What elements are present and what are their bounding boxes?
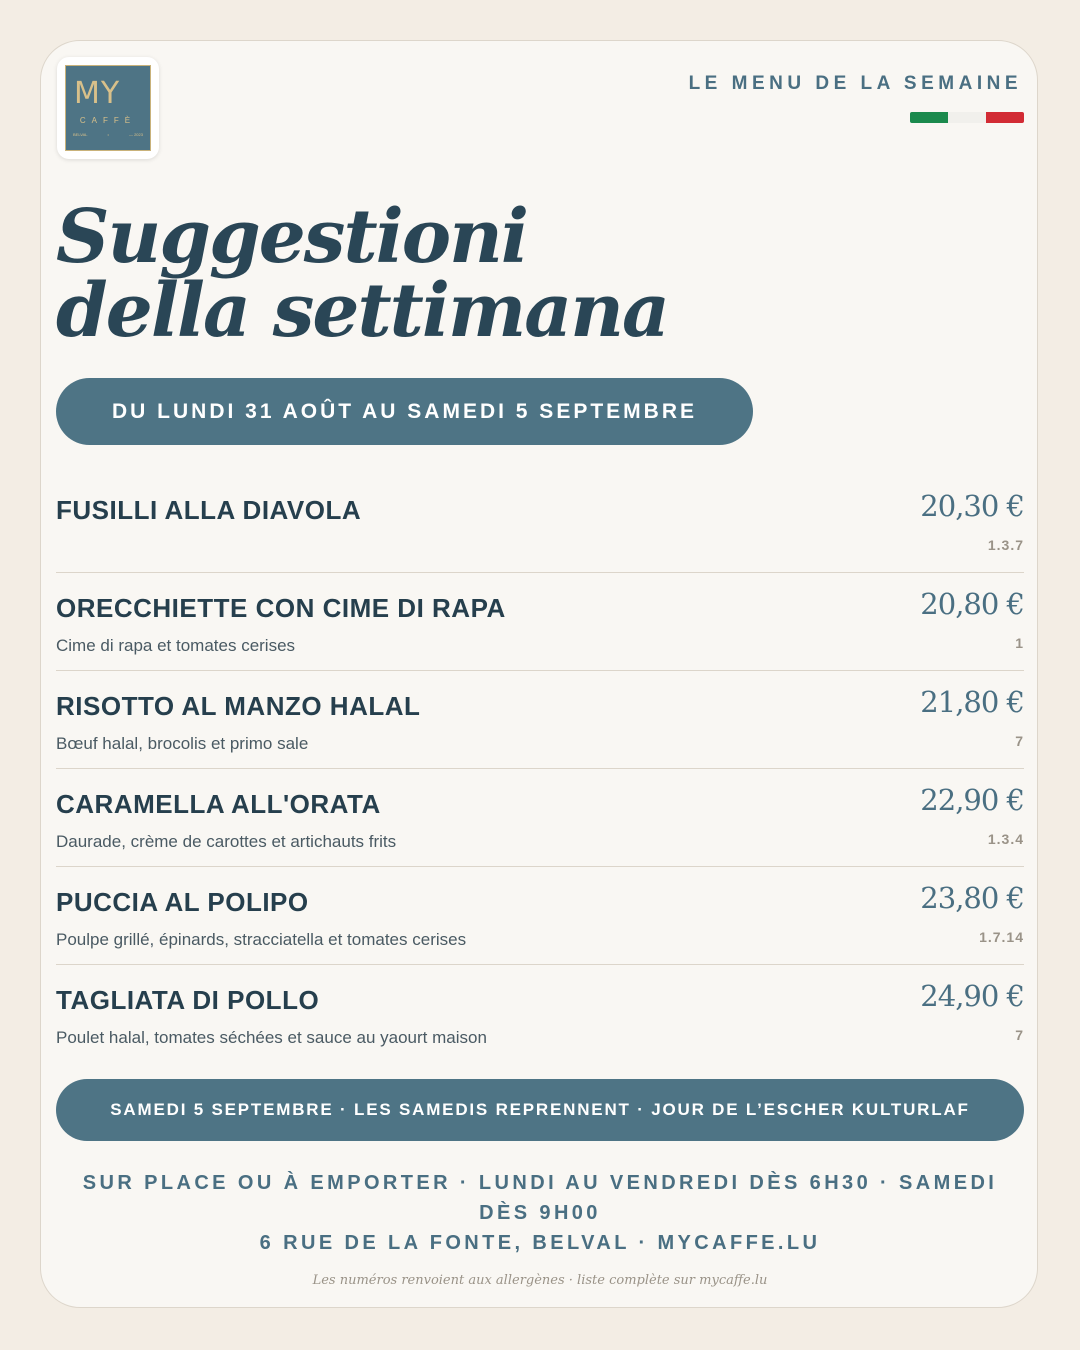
logo-dot: •: [107, 132, 109, 137]
dish-description: Cime di rapa et tomates cerises: [56, 636, 296, 655]
flag-green-stripe: [910, 112, 948, 123]
dish-allergens: 7: [1015, 733, 1024, 749]
logo-word: CAFFÈ: [79, 116, 137, 125]
page-title: [56, 194, 668, 354]
saturday-notice-banner: SAMEDI 5 SEPTEMBRE · LES SAMEDIS REPRENNENT · JOUR DE L’ESCHER KULTURLAF: [56, 1079, 1024, 1141]
menu-item: [56, 475, 1024, 573]
dish-allergens: 1.7.14: [979, 929, 1024, 945]
flag-white-stripe: [948, 112, 986, 123]
dish-allergens: 1.3.4: [987, 831, 1024, 847]
dish-name: PUCCIA AL POLIPO: [56, 887, 309, 917]
logo-mark: MY: [74, 76, 121, 111]
logo: [57, 57, 159, 159]
dish-price: 23,80 €: [920, 881, 1024, 915]
opening-hours: SUR PLACE OU À EMPORTER · LUNDI AU VENDREDI DÈS 6H30 · SAMEDI DÈS 9H00: [82, 1172, 998, 1224]
date-range-banner: DU LUNDI 31 AOÛT AU SAMEDI 5 SEPTEMBRE: [56, 378, 753, 445]
allergen-footnote: Les numéros renvoient aux allergènes · liste complète sur mycaffe.lu: [312, 1273, 768, 1288]
address: 6 RUE DE LA FONTE, BELVAL · MYCAFFE.LU: [259, 1232, 821, 1254]
dish-price: 20,30 €: [920, 489, 1024, 523]
title-line-1: Suggestioni: [56, 194, 528, 280]
dish-allergens: 1: [1015, 635, 1024, 651]
menu-item: [56, 769, 1024, 867]
logo-year: — 2023: [128, 132, 143, 137]
title-line-2: della settimana: [56, 268, 668, 354]
opening-info: [56, 1168, 1024, 1258]
dish-description: Bœuf halal, brocolis et primo sale: [56, 734, 309, 753]
logo-subline: [73, 132, 143, 137]
menu-list: [56, 475, 1024, 1062]
dish-name: FUSILLI ALLA DIAVOLA: [56, 495, 362, 525]
flag-red-stripe: [986, 112, 1024, 123]
dish-price: 21,80 €: [920, 685, 1024, 719]
dish-name: TAGLIATA DI POLLO: [56, 985, 320, 1015]
dish-price: 24,90 €: [920, 979, 1024, 1013]
logo-badge: [65, 65, 151, 151]
dish-description: Poulpe grillé, épinards, stracciatella et tomates cerises: [56, 930, 467, 949]
dish-allergens: 7: [1015, 1027, 1024, 1043]
dish-price: 20,80 €: [920, 587, 1024, 621]
dish-name: ORECCHIETTE CON CIME DI RAPA: [56, 593, 506, 623]
dish-price: 22,90 €: [920, 783, 1024, 817]
menu-item: [56, 965, 1024, 1062]
dish-allergens: 1.3.7: [987, 537, 1024, 553]
menu-item: [56, 671, 1024, 769]
menu-item: [56, 573, 1024, 671]
dish-description: Daurade, crème de carottes et artichauts frits: [56, 832, 397, 851]
logo-location: BELVAL: [73, 132, 88, 137]
menu-item: [56, 867, 1024, 965]
dish-description: Poulet halal, tomates séchées et sauce au yaourt maison: [56, 1028, 487, 1047]
dish-name: CARAMELLA ALL'ORATA: [56, 789, 381, 819]
weekly-menu-label: LE MENU DE LA SEMAINE: [688, 73, 1022, 94]
dish-name: RISOTTO AL MANZO HALAL: [56, 691, 421, 721]
italian-flag-icon: [910, 112, 1024, 123]
